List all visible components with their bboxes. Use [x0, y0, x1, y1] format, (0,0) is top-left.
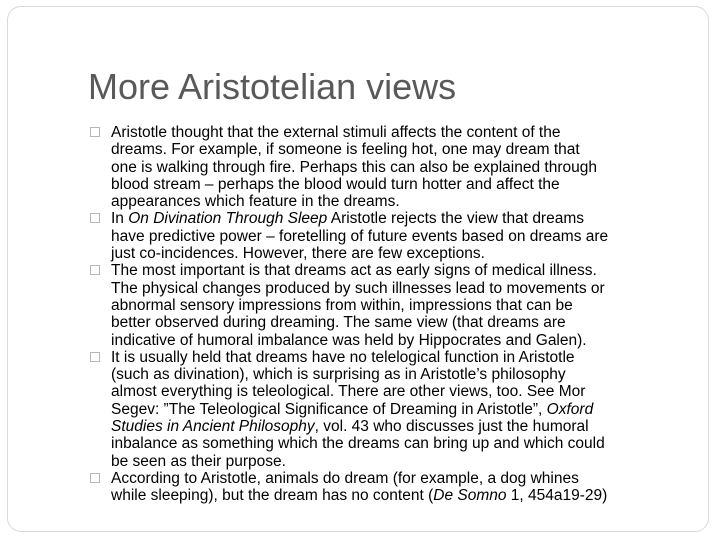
journal-title: Oxford [546, 400, 594, 418]
text-line [111, 176, 702, 193]
text-line [111, 366, 702, 383]
text-line [111, 297, 702, 314]
bullet-item-animals-dream [90, 470, 702, 505]
text-run: inbalance as something which the dreams can bring up and which could [111, 435, 605, 453]
bullet-item-medical-illness [90, 262, 702, 348]
text-line [111, 280, 702, 297]
text-line [111, 141, 702, 158]
text-run: while sleeping), but the dream has no content ( [111, 487, 434, 505]
square-bullet-icon [90, 352, 100, 362]
journal-title: Studies in Ancient Philosophy [111, 418, 315, 436]
text-run: indicative of humoral imbalance was held by Hippocrates and Galen). [111, 331, 587, 349]
text-run: 1, 454a19-29) [506, 487, 608, 505]
text-run: Aristotle thought that the external stimuli affects the content of the [111, 124, 561, 141]
text-run: abnormal sensory impressions from within, impressions that can be [111, 296, 573, 314]
text-run: According to Aristotle, animals do dream (for example, a dog whines [111, 469, 579, 487]
square-bullet-icon [90, 265, 100, 275]
text-run: better observed during dreaming. The same view (that dreams are [111, 314, 566, 332]
text-line [111, 383, 702, 400]
text-run: The most important is that dreams act as early signs of medical illness. [111, 262, 597, 280]
text-line [111, 210, 702, 227]
text-line [111, 262, 702, 279]
text-line [111, 314, 702, 331]
text-line [111, 418, 702, 435]
text-line [111, 487, 702, 504]
book-title: De Somno [433, 487, 507, 505]
text-run: appearances which feature in the dreams. [111, 193, 400, 211]
text-run: , vol. 43 who discusses just the humoral [314, 418, 589, 436]
text-run: Segev: ”The Teleological Significance of Dreaming in Aristotle”, [111, 400, 547, 418]
text-line [111, 228, 702, 245]
square-bullet-icon [90, 213, 100, 223]
text-line [111, 401, 702, 418]
slide-frame [7, 6, 709, 532]
book-title: On Divination Through Sleep [128, 210, 328, 228]
text-line [111, 453, 702, 470]
text-run: It is usually held that dreams have no telelogical function in Aristotle [111, 348, 575, 366]
text-run: just co-incidences. However, there are few exceptions. [111, 245, 485, 263]
text-line [111, 124, 702, 141]
text-run: one is walking through fire. Perhaps this can also be explained through [111, 158, 597, 176]
text-run: Aristotle rejects the view that dreams [327, 210, 584, 228]
text-run: almost everything is teleological. There are other views, too. See Mor [111, 383, 586, 401]
text-line [111, 470, 702, 487]
text-run: (such as divination), which is surprising as in Aristotle’s philosophy [111, 366, 566, 384]
text-line [111, 332, 702, 349]
slide-title: More Aristotelian views [88, 66, 457, 107]
text-run: be seen as their purpose. [111, 452, 286, 470]
text-run: In [111, 210, 129, 228]
text-line [111, 349, 702, 366]
text-line [111, 193, 702, 210]
text-run: The physical changes produced by such illnesses lead to movements or [111, 279, 605, 297]
text-line [111, 435, 702, 452]
bullet-item-teleological [90, 349, 702, 470]
bullet-list [90, 124, 702, 505]
text-run: blood stream – perhaps the blood would turn hotter and affect the [111, 175, 560, 193]
text-run: have predictive power – foretelling of future events based on dreams are [111, 227, 609, 245]
square-bullet-icon [90, 473, 100, 483]
text-run: dreams. For example, if someone is feeling hot, one may dream that [111, 141, 580, 159]
bullet-item-divination [90, 210, 702, 262]
text-line [111, 159, 702, 176]
text-line [111, 245, 702, 262]
square-bullet-icon [90, 127, 100, 137]
bullet-item-external-stimuli [90, 124, 702, 210]
